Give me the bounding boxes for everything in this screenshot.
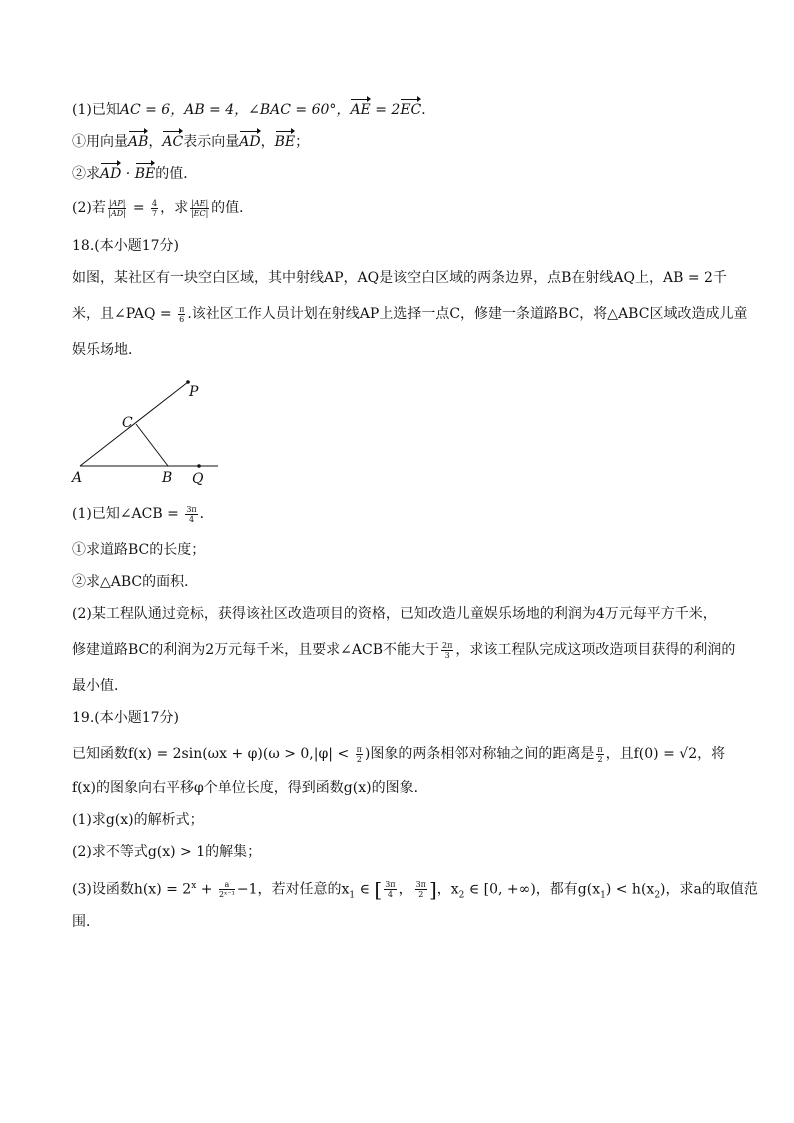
fraction-ap-ad: $\frac{|AP|}{|AD|}$: [108, 198, 126, 218]
q18-part2-line-2: 修建道路BC的利润为2万元每千米，且要求∠ACB不能大于 $\frac{2\pi}{3}$ ，求该工程队完成这项改造项目获得的利润的: [72, 640, 736, 660]
q17-part1a: ①用向量AB，AC表示向量AD，BE；: [72, 134, 310, 150]
vector-ec: EC: [400, 102, 422, 118]
fraction-4-7: $\frac{4}{7}$: [152, 198, 158, 218]
q19-part1: (1)求g(x)的解析式；: [72, 812, 204, 828]
q18-part1a: ①求道路BC的长度；: [72, 542, 206, 558]
fraction-3pi-4: $\frac{3\pi}{4}$: [186, 504, 197, 524]
vector-ab: AB: [128, 134, 149, 150]
road-bc: [136, 424, 168, 466]
q19-intro-line-2: f(x)的图象向右平移φ个单位长度，得到函数g(x)的图象．: [72, 780, 428, 796]
q18-heading: 18.(本小题17分): [72, 238, 180, 254]
vector-ac: AC: [162, 134, 184, 150]
label-a: A: [72, 470, 83, 486]
fraction-pi-2: $\frac{\pi}{2}$: [356, 744, 362, 764]
q19-heading: 19.(本小题17分): [72, 710, 180, 726]
q18-intro-line-3: 娱乐场地．: [72, 342, 142, 358]
q19-part3-end: 围．: [72, 914, 100, 930]
vector-ae: AE: [350, 102, 371, 118]
point-q: [197, 464, 201, 468]
interval-upper: $\frac{3\pi}{2}$: [415, 880, 426, 900]
q18-intro-line-1: 如图，某社区有一块空白区域，其中射线AP，AQ是该空白区域的两条边界，点B在射线AQ上，AB = 2千: [72, 270, 727, 286]
vector-be: BE: [274, 134, 296, 150]
label-p: P: [189, 384, 199, 400]
label-c: C: [122, 415, 133, 431]
vector-be-2: BE: [134, 166, 156, 182]
q18-part2-line-1: (2)某工程队通过竞标，获得该社区改造项目的资格，已知改造儿童娱乐场地的利润为4万元每平方千米，: [72, 606, 717, 622]
q17-part2: (2)若 $\frac{|AP|}{|AD|}$ = $\frac{4}{7}$ ，求 $\frac{|AE|}{|EC|}$ 的值．: [72, 198, 254, 218]
q18-part1: (1)已知∠ACB = $\frac{3\pi}{4}$ ．: [72, 504, 214, 524]
q19-part3: (3)设函数$h(x) = 2^x$ + $\frac{a}{\text{2ˣ⁻¹}}$ −1，若对任意的$x_1$ ∈ [ $\frac{3\pi}{4}$ ， $\frac{3\pi}{2}$ ]，$x_2$ ∈ [0, +∞)，都有$g(x_1) < h(x_2)$，求a的取值范: [72, 877, 758, 902]
q18-intro-line-2: 米，且∠PAQ = $\frac{\pi}{6}$ .该社区工作人员计划在射线AP上选择一点C，修建一条道路BC，将△ABC区域改造成儿童: [72, 304, 748, 324]
ray-ap: [80, 382, 188, 466]
vector-ad: AD: [239, 134, 261, 150]
fraction-2pi-3: $\frac{2\pi}{3}$: [442, 640, 453, 660]
q17-part1-given: (1)已知AC = 6，AB = 4，∠BAC = 60°，AE = 2EC．: [72, 102, 436, 118]
fraction-ae-ec: $\frac{|AE|}{|EC|}$: [190, 198, 209, 218]
label-q: Q: [192, 471, 204, 487]
q17-part1b: ②求AD · BE的值．: [72, 166, 198, 182]
fraction-a-over-2x: $\frac{a}{\text{2ˣ⁻¹}}$: [218, 880, 235, 900]
q19-intro-line-1: 已知函数f(x) = 2sin(ωx + φ)(ω > 0,|φ| < $\frac{\pi}{2}$ )图象的两条相邻对称轴之间的距离是 $\frac{\pi}{2}$ ，且f(0) = √2，将: [72, 744, 726, 764]
label-b: B: [162, 470, 173, 486]
q19-part2: (2)求不等式g(x) > 1的解集；: [72, 844, 262, 860]
fraction-pi-2-b: $\frac{\pi}{2}$: [597, 744, 603, 764]
triangle-figure: [68, 372, 228, 490]
interval-lower: $\frac{3\pi}{4}$: [385, 880, 396, 900]
fraction-pi-6: $\frac{\pi}{6}$: [179, 304, 185, 324]
q18-part1b: ②求△ABC的面积．: [72, 574, 199, 590]
q18-part2-line-3: 最小值．: [72, 678, 128, 694]
vector-ad-2: AD: [100, 166, 122, 182]
